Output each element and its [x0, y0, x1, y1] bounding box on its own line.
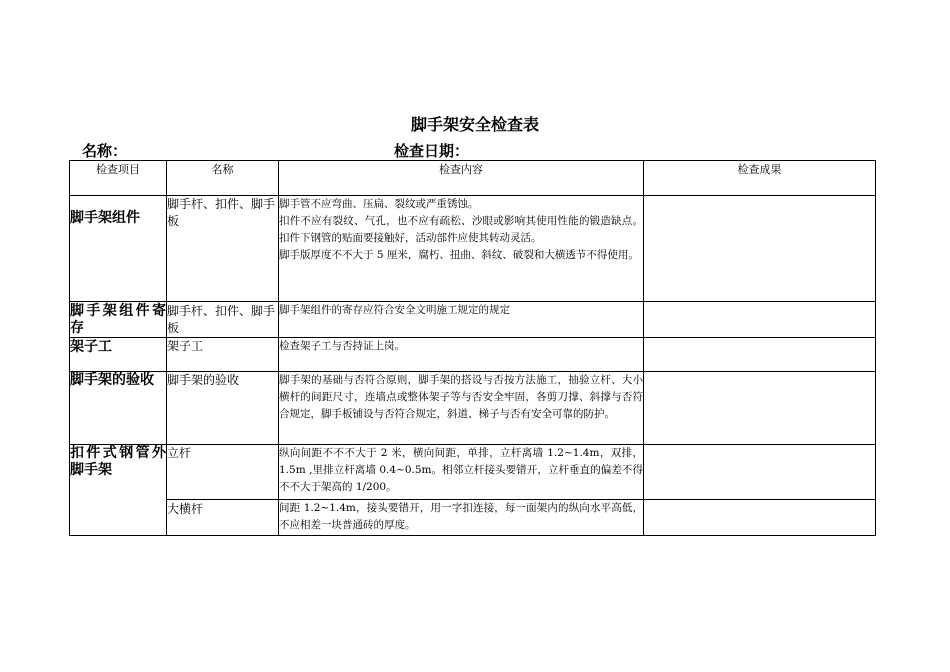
table-row: [70, 445, 876, 500]
table-row: [70, 302, 876, 338]
table-row: [70, 500, 876, 536]
header-check-item: 检查项目: [70, 161, 167, 196]
header-name: 名称: [167, 161, 279, 196]
content-paragraph: 间距 1.2~1.4m，接头要错开，用一字扣连接，每一面架内的纵向水平高低，不应相差一块普通砖的厚度。: [279, 502, 643, 531]
row-result-cell[interactable]: [644, 500, 876, 536]
row-name-cell: 脚手杆、扣件、脚手板: [167, 196, 279, 302]
row-item-cell: 脚手架的验收: [70, 372, 167, 445]
header-check-content: 检查内容: [279, 161, 644, 196]
header-check-result: 检查成果: [644, 161, 876, 196]
inspection-date-label: 检查日期：: [394, 142, 470, 160]
row-result-cell[interactable]: [644, 372, 876, 445]
row-result-cell[interactable]: [644, 338, 876, 372]
row-result-cell[interactable]: [644, 445, 876, 500]
document-title: 脚手架安全检查表: [410, 115, 539, 134]
row-name-cell: 脚手架的验收: [167, 372, 279, 445]
content-paragraph: 脚手管不应弯曲、压扁、裂纹或严重锈蚀。: [279, 198, 479, 210]
content-paragraph: 脚手架的基础与否符合原则，脚手架的搭设与否按方法施工，抽验立杆、大小横杆的间距尺寸，连墙点或整体架子等与否安全牢固，各剪刀撑、斜撑与否符合规定，脚手板铺设与否符合规定，斜道、梯子与否有安全可靠的防护。: [279, 374, 643, 420]
content-paragraph: 检查架子工与否持证上岗。: [279, 340, 405, 352]
content-paragraph: 脚手架组件的寄存应符合安全文明施工规定的规定: [279, 304, 510, 316]
row-name-cell: 立杆: [167, 445, 279, 500]
name-label: 名称：: [82, 142, 128, 160]
row-content-cell: [279, 500, 644, 536]
row-item-cell: 脚手架组件: [70, 196, 167, 302]
row-content-cell: [279, 445, 644, 500]
row-content-cell: [279, 302, 644, 338]
row-result-cell[interactable]: [644, 196, 876, 302]
row-name-cell: 脚手杆、扣件、脚手板: [167, 302, 279, 338]
inspection-table: [69, 160, 876, 536]
row-name-cell: 架子工: [167, 338, 279, 372]
row-result-cell[interactable]: [644, 302, 876, 338]
row-item-cell: 架子工: [70, 338, 167, 372]
table-row: [70, 372, 876, 445]
row-content-cell: [279, 196, 644, 302]
row-name-cell: 大横杆: [167, 500, 279, 536]
content-paragraph: 扣件不应有裂纹、气孔，也不应有疏松、沙眼或影响其使用性能的锻造缺点。扣件下钢管的贴面要接触好，活动部件应使其转动灵活。: [279, 215, 643, 244]
content-paragraph: 脚手版厚度不不大于 5 厘米，腐朽、扭曲、斜纹、破裂和大横透节不得使用。: [279, 249, 639, 261]
row-item-cell: 脚手架组件寄存: [70, 303, 166, 336]
row-content-cell: [279, 338, 644, 372]
table-header-row: [70, 161, 876, 196]
content-paragraph: 纵向间距不不不大于 2 米，横向间距，单排，立杆离墙 1.2~1.4m，双排，1.5m ,里排立杆离墙 0.4~0.5m。相邻立杆接头要错开，立杆垂直的偏差不得不不大于架高的 1/200。: [279, 447, 643, 493]
row-content-cell: [279, 372, 644, 445]
table-row: [70, 196, 876, 302]
row-item-cell: 扣件式钢管外脚手架: [70, 445, 167, 536]
table-row: [70, 338, 876, 372]
